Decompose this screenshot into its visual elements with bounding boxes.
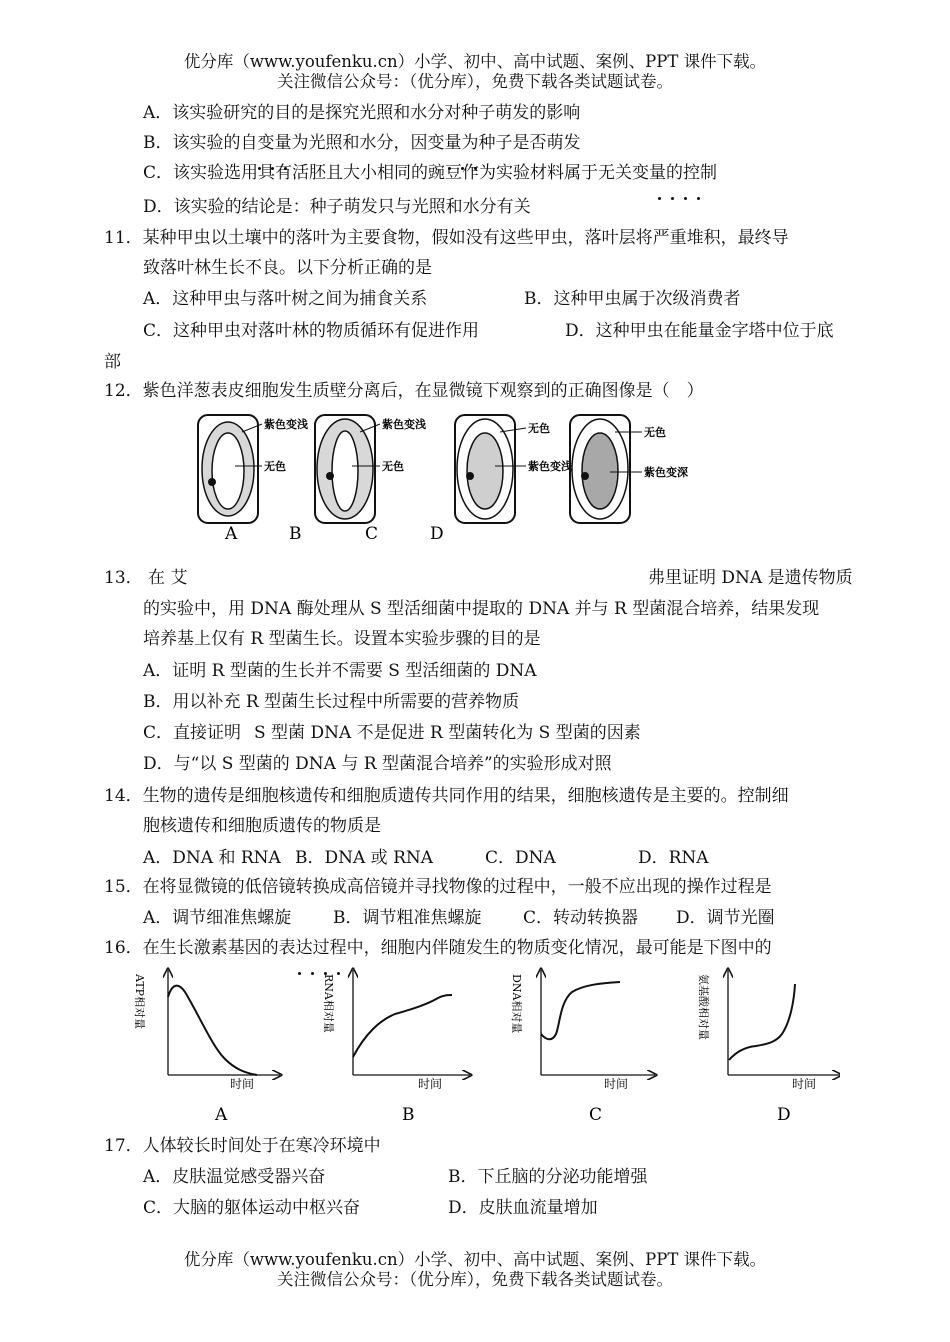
q11-option-c: C．这种甲虫对落叶林的物质循环有促进作用	[143, 321, 480, 341]
q13-stem-end: 弗里证明 DNA 是遗传物质	[648, 568, 853, 588]
q13-option-d: D．与“以 S 型菌的 DNA 与 R 型菌混合培养”的实验形成对照	[143, 754, 612, 774]
label-colorless: 无色	[644, 426, 666, 439]
emphasis-dots	[658, 185, 710, 189]
q17-stem: 17．人体较长时间处于在寒冷环境中	[104, 1136, 381, 1156]
q12-cell-figures	[190, 410, 710, 550]
graph-d	[697, 970, 840, 1125]
q14-option-c: C．DNA	[485, 848, 556, 868]
label-purple-light: 紫色变浅	[382, 418, 426, 431]
q11-option-a: A．这种甲虫与落叶树之间为捕食关系	[143, 289, 428, 309]
label-purple-dark: 紫色变深	[644, 466, 688, 479]
graph-option-letter: A	[215, 1105, 228, 1125]
q11-option-d: D．这种甲虫在能量金字塔中位于底	[565, 321, 834, 341]
q11-stem-line1: 11．某种甲虫以土壤中的落叶为主要食物，假如没有这些甲虫，落叶层将严重堆积，最终导	[104, 228, 789, 248]
graph-option-letter: D	[777, 1105, 791, 1125]
q10-option-a: A．该实验研究的目的是探究光照和水分对种子萌发的影响	[143, 103, 581, 123]
emphasis-dots	[258, 155, 297, 159]
q14-option-d: D．RNA	[638, 848, 709, 868]
label-purple-light: 紫色变浅	[528, 460, 572, 473]
q11-option-b: B．这种甲虫属于次级消费者	[524, 289, 741, 309]
cell-figure-a	[198, 415, 308, 523]
graph-option-letter: B	[402, 1105, 415, 1125]
graph-xlabel: 时间	[604, 1077, 629, 1091]
q12-option-letter: D	[430, 524, 444, 544]
graph-option-letter: C	[589, 1105, 603, 1125]
cell-figure-b	[315, 415, 426, 523]
q16-graphs	[120, 962, 840, 1127]
header-line-1: 优分库（www.youfenku.cn）小学、初中、高中试题、案例、PPT 课件下载。	[183, 52, 767, 71]
cell-figure-d	[570, 415, 688, 523]
q12-option-letter: A	[225, 524, 238, 544]
q14-option-b: B．DNA 或 RNA	[295, 848, 434, 868]
label-colorless: 无色	[264, 460, 286, 473]
header-line-2: 关注微信公众号：（优分库），免费下载各类试题试卷。	[277, 72, 673, 91]
label-colorless: 无色	[382, 460, 404, 473]
q14-stem-line1: 14．生物的遗传是细胞核遗传和细胞质遗传共同作用的结果，细胞核遗传是主要的。控制细	[104, 786, 789, 806]
q11-option-d-continued: 部	[104, 352, 121, 372]
footer-line-2: 关注微信公众号：（优分库），免费下载各类试题试卷。	[277, 1270, 673, 1289]
graph-ylabel: 氨基酸相对量	[697, 974, 710, 1040]
q17-option-c: C．大脑的躯体运动中枢兴奋	[143, 1198, 361, 1218]
q13-option-a: A．证明 R 型菌的生长并不需要 S 型活细菌的 DNA	[143, 661, 537, 681]
q12-option-letter: B	[289, 524, 302, 544]
q15-stem: 15．在将显微镜的低倍镜转换成高倍镜并寻找物像的过程中，一般不应出现的操作过程是	[104, 877, 772, 897]
graph-c	[510, 970, 655, 1125]
q13-option-c-prefix: C．直接证明	[143, 723, 242, 743]
q15-option-c: C．转动转换器	[523, 908, 639, 928]
q12-option-letter: C	[365, 524, 379, 544]
q15-option-b: B．调节粗准焦螺旋	[333, 908, 482, 928]
graph-ylabel: RNA相对量	[322, 974, 335, 1033]
q12-stem: 12．紫色洋葱表皮细胞发生质壁分离后，在显微镜下观察到的正确图像是（ ）	[104, 381, 704, 401]
q10-option-c: C．该实验选用具有活胚且大小相同的豌豆作为实验材料属于无关变量的控制	[143, 163, 718, 183]
q14-stem-line2: 胞核遗传和细胞质遗传的物质是	[143, 816, 381, 836]
q13-option-c: S 型菌 DNA 不是促进 R 型菌转化为 S 型菌的因素	[254, 723, 641, 743]
graph-a	[133, 970, 280, 1125]
graph-xlabel: 时间	[230, 1077, 255, 1091]
q17-option-a: A．皮肤温觉感受器兴奋	[143, 1167, 326, 1187]
q11-stem-line2: 致落叶林生长不良。以下分析正确的是	[143, 258, 432, 278]
graph-xlabel: 时间	[418, 1077, 443, 1091]
q14-option-a: A．DNA 和 RNA	[143, 848, 281, 868]
footer-line-1: 优分库（www.youfenku.cn）小学、初中、高中试题、案例、PPT 课件下载。	[183, 1250, 767, 1269]
graph-ylabel: ATP相对量	[133, 974, 146, 1030]
q17-option-d: D．皮肤血流量增加	[448, 1198, 598, 1218]
q16-stem: 16．在生长激素基因的表达过程中，细胞内伴随发生的物质变化情况，最可能是下图中的	[104, 938, 772, 958]
q13-option-b: B．用以补充 R 型菌生长过程中所需要的营养物质	[143, 692, 520, 712]
q15-option-d: D．调节光圈	[676, 908, 775, 928]
q13-stem-line3: 培养基上仅有 R 型菌生长。设置本实验步骤的目的是	[143, 629, 541, 649]
cell-figure-c	[455, 415, 572, 523]
graph-b	[322, 970, 470, 1125]
label-purple-light: 紫色变浅	[264, 418, 308, 431]
q13-stem-line2: 的实验中，用 DNA 酶处理从 S 型活细菌中提取的 DNA 并与 R 型菌混合培养，结果发现	[143, 599, 820, 619]
q17-option-b: B．下丘脑的分泌功能增强	[448, 1167, 648, 1187]
q10-option-b: B．该实验的自变量为光照和水分，因变量为种子是否萌发	[143, 133, 581, 153]
q10-option-d: D．该实验的结论是：种子萌发只与光照和水分有关	[143, 197, 531, 217]
q15-option-a: A．调节细准焦螺旋	[143, 908, 292, 928]
label-colorless: 无色	[528, 422, 550, 435]
graph-xlabel: 时间	[792, 1077, 817, 1091]
emphasis-dots	[448, 155, 487, 159]
q13-stem-start: 13． 在 艾	[104, 568, 188, 588]
graph-ylabel: DNA相对量	[510, 974, 523, 1034]
